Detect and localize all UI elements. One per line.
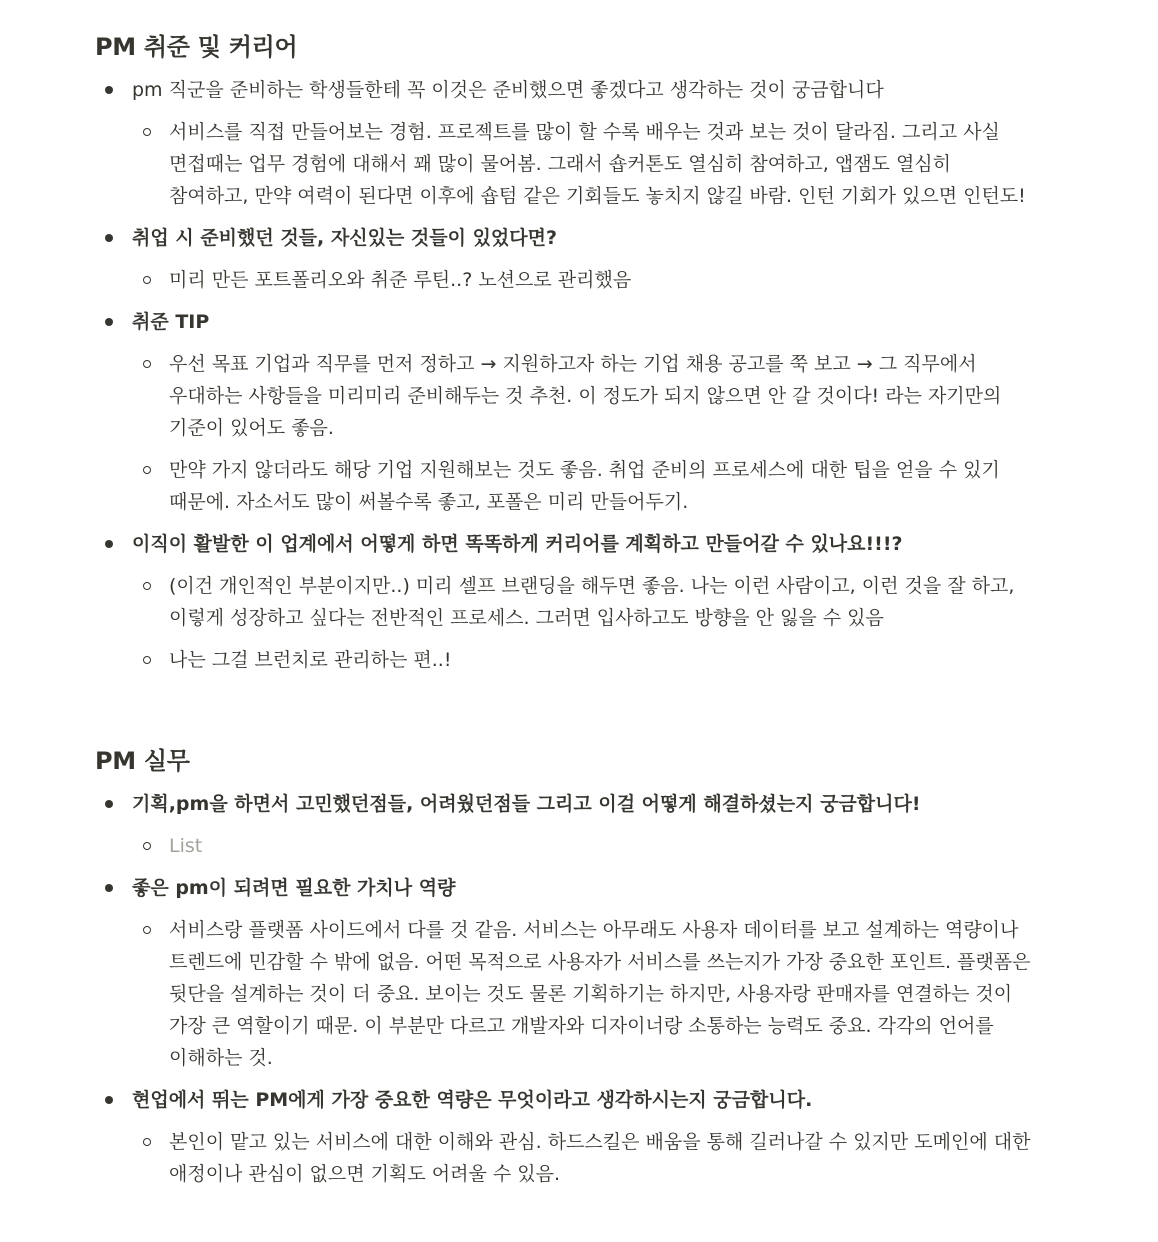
list-item[interactable] — [132, 570, 1158, 634]
bullet-icon — [105, 1096, 113, 1104]
question-text: 취업 시 준비했던 것들, 자신있는 것들이 있었다면? — [132, 227, 558, 249]
circle-bullet-icon — [143, 466, 151, 474]
answer-text: (이건 개인적인 부분이지만..) 미리 셀프 브랜딩을 해두면 좋음. 나는 이런 사람이고, 이런 것을 잘 하고, 이렇게 성장하고 싶다는 전반적인 프로세스. 그러면 입사하고도 방향을 안 잃을 수 있음 — [169, 575, 1015, 629]
list-item[interactable] — [132, 644, 1158, 676]
question-list — [95, 788, 1158, 1190]
circle-bullet-icon — [143, 656, 151, 664]
question-text: 현업에서 뛰는 PM에게 가장 중요한 역량은 무엇이라고 생각하시는지 궁금합니다. — [132, 1089, 813, 1111]
bullet-icon — [105, 884, 113, 892]
question-text: 취준 TIP — [132, 311, 210, 333]
answer-list — [132, 264, 1158, 296]
answer-list — [132, 570, 1158, 676]
circle-bullet-icon — [143, 1138, 151, 1146]
section-title-career: PM 취준 및 커리어 — [95, 33, 298, 61]
question-text: 기획,pm을 하면서 고민했던점들, 어려웠던점들 그리고 이걸 어떻게 해결하셨는지 궁금합니다! — [132, 793, 921, 815]
list-item-placeholder[interactable] — [132, 830, 1158, 862]
placeholder-text: List — [169, 835, 203, 857]
answer-list — [132, 1126, 1158, 1190]
list-item[interactable] — [132, 454, 1158, 518]
list-item[interactable] — [132, 1126, 1158, 1190]
list-item[interactable] — [95, 528, 1158, 676]
list-item[interactable] — [95, 222, 1158, 296]
list-item[interactable] — [95, 1084, 1158, 1190]
bullet-icon — [105, 800, 113, 808]
question-text: 이직이 활발한 이 업계에서 어떻게 하면 똑똑하게 커리어를 계획하고 만들어갈 수 있나요!!!? — [132, 533, 903, 555]
list-item[interactable] — [132, 116, 1158, 212]
list-item[interactable] — [95, 74, 1158, 212]
bullet-icon — [105, 540, 113, 548]
circle-bullet-icon — [143, 276, 151, 284]
circle-bullet-icon — [143, 926, 151, 934]
answer-text: 서비스랑 플랫폼 사이드에서 다를 것 같음. 서비스는 아무래도 사용자 데이터를 보고 설계하는 역량이나 트렌드에 민감할 수 밖에 없음. 어떤 목적으로 사용자가 서비스를 쓰는지가 가장 중요한 포인트. 플랫폼은 뒷단을 설계하는 것이 더 중요. 보이는 것도 물론 기획하기는 하지만, 사용자랑 판매자를 연결하는 것이 가장 큰 역할이기 때문. 이 부분만 다르고 개발자와 디자이너랑 소통하는 능력도 중요. 각각의 언어를 이해하는 것. — [169, 919, 1031, 1069]
answer-text: 본인이 맡고 있는 서비스에 대한 이해와 관심. 하드스킬은 배움을 통해 길러나갈 수 있지만 도메인에 대한 애정이나 관심이 없으면 기획도 어려울 수 있음. — [169, 1131, 1031, 1185]
list-item[interactable] — [95, 872, 1158, 1074]
question-text: 좋은 pm이 되려면 필요한 가치나 역량 — [132, 877, 456, 899]
circle-bullet-icon — [143, 128, 151, 136]
answer-text: 우선 목표 기업과 직무를 먼저 정하고 → 지원하고자 하는 기업 채용 공고를 쭉 보고 → 그 직무에서 우대하는 사항들을 미리미리 준비해두는 것 추천. 이 정도가 되지 않으면 안 갈 것이다! 라는 자기만의 기준이 있어도 좋음. — [169, 353, 1002, 439]
circle-bullet-icon — [143, 842, 151, 850]
list-item[interactable] — [132, 264, 1158, 296]
circle-bullet-icon — [143, 360, 151, 368]
answer-list — [132, 830, 1158, 862]
list-item[interactable] — [95, 306, 1158, 518]
circle-bullet-icon — [143, 582, 151, 590]
list-item[interactable] — [95, 788, 1158, 862]
bullet-icon — [105, 86, 113, 94]
list-item[interactable] — [132, 914, 1158, 1074]
answer-list — [132, 914, 1158, 1074]
answer-text: 나는 그걸 브런치로 관리하는 편..! — [169, 649, 452, 671]
answer-list — [132, 116, 1158, 212]
section-title-practice: PM 실무 — [95, 747, 190, 775]
list-item[interactable] — [132, 348, 1158, 444]
bullet-icon — [105, 318, 113, 326]
answer-text: 미리 만든 포트폴리오와 취준 루틴..? 노션으로 관리했음 — [169, 269, 632, 291]
answer-text: 만약 가지 않더라도 해당 기업 지원해보는 것도 좋음. 취업 준비의 프로세스에 대한 팁을 얻을 수 있기 때문에. 자소서도 많이 써볼수록 좋고, 포폴은 미리 만들어두기. — [169, 459, 1000, 513]
question-text: pm 직군을 준비하는 학생들한테 꼭 이것은 준비했으면 좋겠다고 생각하는 것이 궁금합니다 — [132, 79, 884, 101]
answer-text: 서비스를 직접 만들어보는 경험. 프로젝트를 많이 할 수록 배우는 것과 보는 것이 달라짐. 그리고 사실 면접때는 업무 경험에 대해서 꽤 많이 물어봄. 그래서 숍커톤도 열심히 참여하고, 앱잼도 열심히 참여하고, 만약 여력이 된다면 이후에 숍텀 같은 기회들도 놓치지 않길 바람. 인턴 기회가 있으면 인턴도! — [169, 121, 1026, 207]
question-list — [95, 74, 1158, 676]
bullet-icon — [105, 234, 113, 242]
answer-list — [132, 348, 1158, 518]
